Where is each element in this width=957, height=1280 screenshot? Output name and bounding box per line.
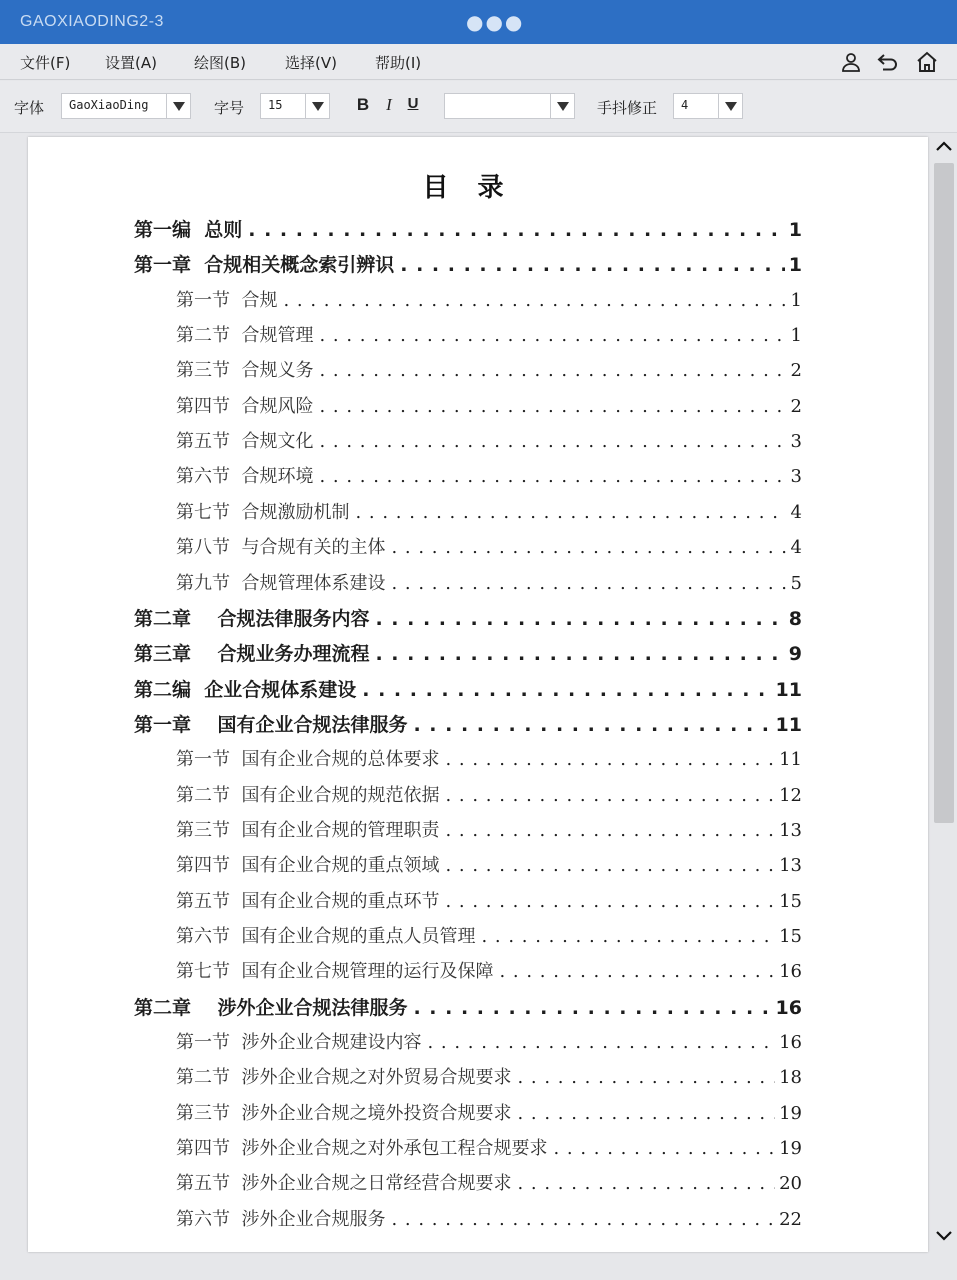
home-icon[interactable] xyxy=(915,50,939,74)
toc-chapter-row[interactable] xyxy=(134,604,802,634)
toc-page-number: 16 xyxy=(779,961,802,982)
toc-dot-leader xyxy=(319,431,786,452)
toc-entry-label: 第二章 合规法律服务内容 xyxy=(134,608,370,630)
toc-dot-leader xyxy=(445,820,775,841)
scrollbar-thumb[interactable] xyxy=(934,163,954,823)
toc-entry-label: 第七节 国有企业合规管理的运行及保障 xyxy=(176,961,494,982)
chevron-down-icon[interactable] xyxy=(550,94,574,118)
toc-entry-label: 第二节 国有企业合规的规范依据 xyxy=(176,785,440,806)
toc-dot-leader xyxy=(553,1138,775,1159)
toc-chapter-row[interactable] xyxy=(134,639,802,669)
toc-dot-leader xyxy=(445,785,775,806)
chevron-up-icon[interactable] xyxy=(934,137,954,157)
toc-page-number: 13 xyxy=(779,855,802,876)
toc-entry-label: 第三节 合规义务 xyxy=(176,360,314,381)
toc-dot-leader xyxy=(248,219,785,241)
toc-section-row[interactable] xyxy=(176,533,802,563)
toc-dot-leader xyxy=(391,573,786,594)
toc-page-number: 19 xyxy=(779,1138,802,1159)
toc-dot-leader xyxy=(355,502,786,523)
toc-entry-label: 第二节 涉外企业合规之对外贸易合规要求 xyxy=(176,1067,512,1088)
toc-page-number: 1 xyxy=(790,325,802,346)
toc-page-number: 2 xyxy=(790,360,802,381)
toc-dot-leader xyxy=(445,855,775,876)
toc-chapter-row[interactable] xyxy=(134,710,802,740)
toc-page-number: 4 xyxy=(790,502,802,523)
toc-dot-leader xyxy=(319,325,786,346)
toc-page-number: 11 xyxy=(779,749,802,770)
size-label: 字号 xyxy=(214,99,245,117)
toc-section-row[interactable] xyxy=(176,957,802,987)
toc-entry-label: 第八节 与合规有关的主体 xyxy=(176,537,386,558)
toc-entry-label: 第一节 国有企业合规的总体要求 xyxy=(176,749,440,770)
size-select-value: 15 xyxy=(268,98,283,112)
size-select[interactable] xyxy=(260,93,330,119)
toc-dot-leader xyxy=(445,749,775,770)
chevron-down-icon[interactable] xyxy=(718,94,742,118)
bold-button[interactable]: B xyxy=(356,95,370,114)
toc-page-number: 16 xyxy=(775,997,802,1019)
toc-section-row[interactable] xyxy=(176,922,802,952)
toc-section-row[interactable] xyxy=(176,1099,802,1129)
toc-page-number: 2 xyxy=(790,396,802,417)
title-bar xyxy=(0,0,957,44)
document-area xyxy=(0,133,957,1280)
toc-section-row[interactable] xyxy=(176,569,802,599)
toc-section-row[interactable] xyxy=(176,498,802,528)
document-page[interactable] xyxy=(28,137,928,1252)
toc-section-row[interactable] xyxy=(176,851,802,881)
toc-chapter-row[interactable] xyxy=(134,993,802,1023)
toc-page-number: 8 xyxy=(788,608,802,630)
format-toolbar xyxy=(0,81,957,133)
toc-entry-label: 第二节 合规管理 xyxy=(176,325,314,346)
toc-page-number: 20 xyxy=(779,1173,802,1194)
toc-page-number: 11 xyxy=(775,714,802,736)
toc-entry-label: 第五节 国有企业合规的重点环节 xyxy=(176,891,440,912)
menu-file[interactable]: 文件(F) xyxy=(20,54,71,72)
toc-section-row[interactable] xyxy=(176,816,802,846)
shake-correction-value: 4 xyxy=(681,98,689,112)
menu-draw[interactable]: 绘图(B) xyxy=(194,54,246,72)
toc-entry-label: 第四节 合规风险 xyxy=(176,396,314,417)
toc-dot-leader xyxy=(319,466,786,487)
toc-entry-label: 第二编 企业合规体系建设 xyxy=(134,679,357,701)
toc-dot-leader xyxy=(445,891,775,912)
toc-section-row[interactable] xyxy=(176,392,802,422)
toc-entry-label: 第一章 合规相关概念索引辨识 xyxy=(134,254,395,276)
toc-page-number: 12 xyxy=(779,785,802,806)
toc-section-row[interactable] xyxy=(176,321,802,351)
toc-entry-label: 第一节 涉外企业合规建设内容 xyxy=(176,1032,422,1053)
toc-page-number: 22 xyxy=(779,1209,802,1230)
shake-correction-select[interactable] xyxy=(673,93,743,119)
toc-section-row[interactable] xyxy=(176,286,802,316)
toc-dot-leader xyxy=(517,1173,775,1194)
font-select[interactable] xyxy=(61,93,191,119)
menu-select[interactable]: 选择(V) xyxy=(285,54,337,72)
underline-button[interactable]: U xyxy=(407,95,419,112)
toc-entry-label: 第一编 总则 xyxy=(134,219,243,241)
toc-entry-label: 第九节 合规管理体系建设 xyxy=(176,573,386,594)
toc-chapter-row[interactable] xyxy=(134,215,802,245)
toc-page-number: 11 xyxy=(775,679,802,701)
user-icon[interactable] xyxy=(839,50,863,74)
toc-title: 目 录 xyxy=(422,173,514,203)
toc-section-row[interactable] xyxy=(176,1028,802,1058)
toc-page-number: 18 xyxy=(779,1067,802,1088)
toc-dot-leader xyxy=(362,679,771,701)
toc-dot-leader xyxy=(319,396,786,417)
toc-dot-leader xyxy=(481,926,775,947)
menu-help[interactable]: 帮助(I) xyxy=(375,54,422,72)
toc-page-number: 4 xyxy=(790,537,802,558)
toc-page-number: 3 xyxy=(790,466,802,487)
toc-page-number: 1 xyxy=(790,290,802,311)
toc-page-number: 13 xyxy=(779,820,802,841)
chevron-down-icon[interactable] xyxy=(166,94,190,118)
toc-dot-leader xyxy=(427,1032,775,1053)
toc-dot-leader xyxy=(499,961,775,982)
toc-entry-label: 第三章 合规业务办理流程 xyxy=(134,643,370,665)
toc-dot-leader xyxy=(283,290,786,311)
window-title: GAOXIAODING2-3 xyxy=(20,13,164,30)
menu-settings[interactable]: 设置(A) xyxy=(105,54,157,72)
toc-entry-label: 第六节 涉外企业合规服务 xyxy=(176,1209,386,1230)
toc-dot-leader xyxy=(375,608,784,630)
toc-section-row[interactable] xyxy=(176,887,802,917)
toc-entry-label: 第二章 涉外企业合规法律服务 xyxy=(134,997,408,1019)
window-options-dots[interactable]: ●●● xyxy=(466,10,525,34)
toc-dot-leader xyxy=(517,1103,775,1124)
toc-entry-label: 第五节 涉外企业合规之日常经营合规要求 xyxy=(176,1173,512,1194)
chevron-down-icon[interactable] xyxy=(934,1225,954,1245)
toc-section-row[interactable] xyxy=(176,1063,802,1093)
toc-dot-leader xyxy=(319,360,786,381)
toc-entry-label: 第五节 合规文化 xyxy=(176,431,314,452)
toc-dot-leader xyxy=(413,997,771,1019)
toc-chapter-row[interactable] xyxy=(134,250,802,280)
toc-page-number: 1 xyxy=(788,219,802,241)
toc-entry-label: 第三节 涉外企业合规之境外投资合规要求 xyxy=(176,1103,512,1124)
toc-page-number: 19 xyxy=(779,1103,802,1124)
toc-dot-leader xyxy=(375,643,784,665)
toc-entry-label: 第一节 合规 xyxy=(176,290,278,311)
italic-button[interactable]: I xyxy=(386,95,392,114)
toc-page-number: 3 xyxy=(790,431,802,452)
toc-dot-leader xyxy=(391,537,786,558)
toc-page-number: 15 xyxy=(779,891,802,912)
toc-entry-label: 第三节 国有企业合规的管理职责 xyxy=(176,820,440,841)
toc-chapter-row[interactable] xyxy=(134,675,802,705)
toc-page-number: 9 xyxy=(788,643,802,665)
toc-page-number: 5 xyxy=(790,573,802,594)
font-select-value: GaoXiaoDing xyxy=(69,98,149,112)
toc-entry-label: 第四节 国有企业合规的重点领域 xyxy=(176,855,440,876)
toc-entry-label: 第六节 合规环境 xyxy=(176,466,314,487)
shake-correction-label: 手抖修正 xyxy=(597,99,658,117)
toc-section-row[interactable] xyxy=(176,745,802,775)
toc-section-row[interactable] xyxy=(176,1205,802,1235)
vertical-scrollbar[interactable] xyxy=(931,133,957,1251)
toc-page-number: 1 xyxy=(788,254,802,276)
font-label: 字体 xyxy=(14,99,45,117)
undo-icon[interactable] xyxy=(876,50,900,74)
toc-section-row[interactable] xyxy=(176,1134,802,1164)
toc-dot-leader xyxy=(391,1209,775,1230)
toc-entry-label: 第七节 合规激励机制 xyxy=(176,502,350,523)
toc-page-number: 15 xyxy=(779,926,802,947)
toc-dot-leader xyxy=(400,254,785,276)
menu-bar xyxy=(0,44,957,80)
chevron-down-icon[interactable] xyxy=(305,94,329,118)
toc-entry-label: 第四节 涉外企业合规之对外承包工程合规要求 xyxy=(176,1138,548,1159)
toc-section-row[interactable] xyxy=(176,1169,802,1199)
toc-entry-label: 第六节 国有企业合规的重点人员管理 xyxy=(176,926,476,947)
toc-section-row[interactable] xyxy=(176,356,802,386)
color-select[interactable] xyxy=(444,93,575,119)
toc-entry-label: 第一章 国有企业合规法律服务 xyxy=(134,714,408,736)
toc-page-number: 16 xyxy=(779,1032,802,1053)
toc-section-row[interactable] xyxy=(176,462,802,492)
toc-section-row[interactable] xyxy=(176,427,802,457)
toc-dot-leader xyxy=(413,714,771,736)
toc-section-row[interactable] xyxy=(176,781,802,811)
toc-dot-leader xyxy=(517,1067,775,1088)
